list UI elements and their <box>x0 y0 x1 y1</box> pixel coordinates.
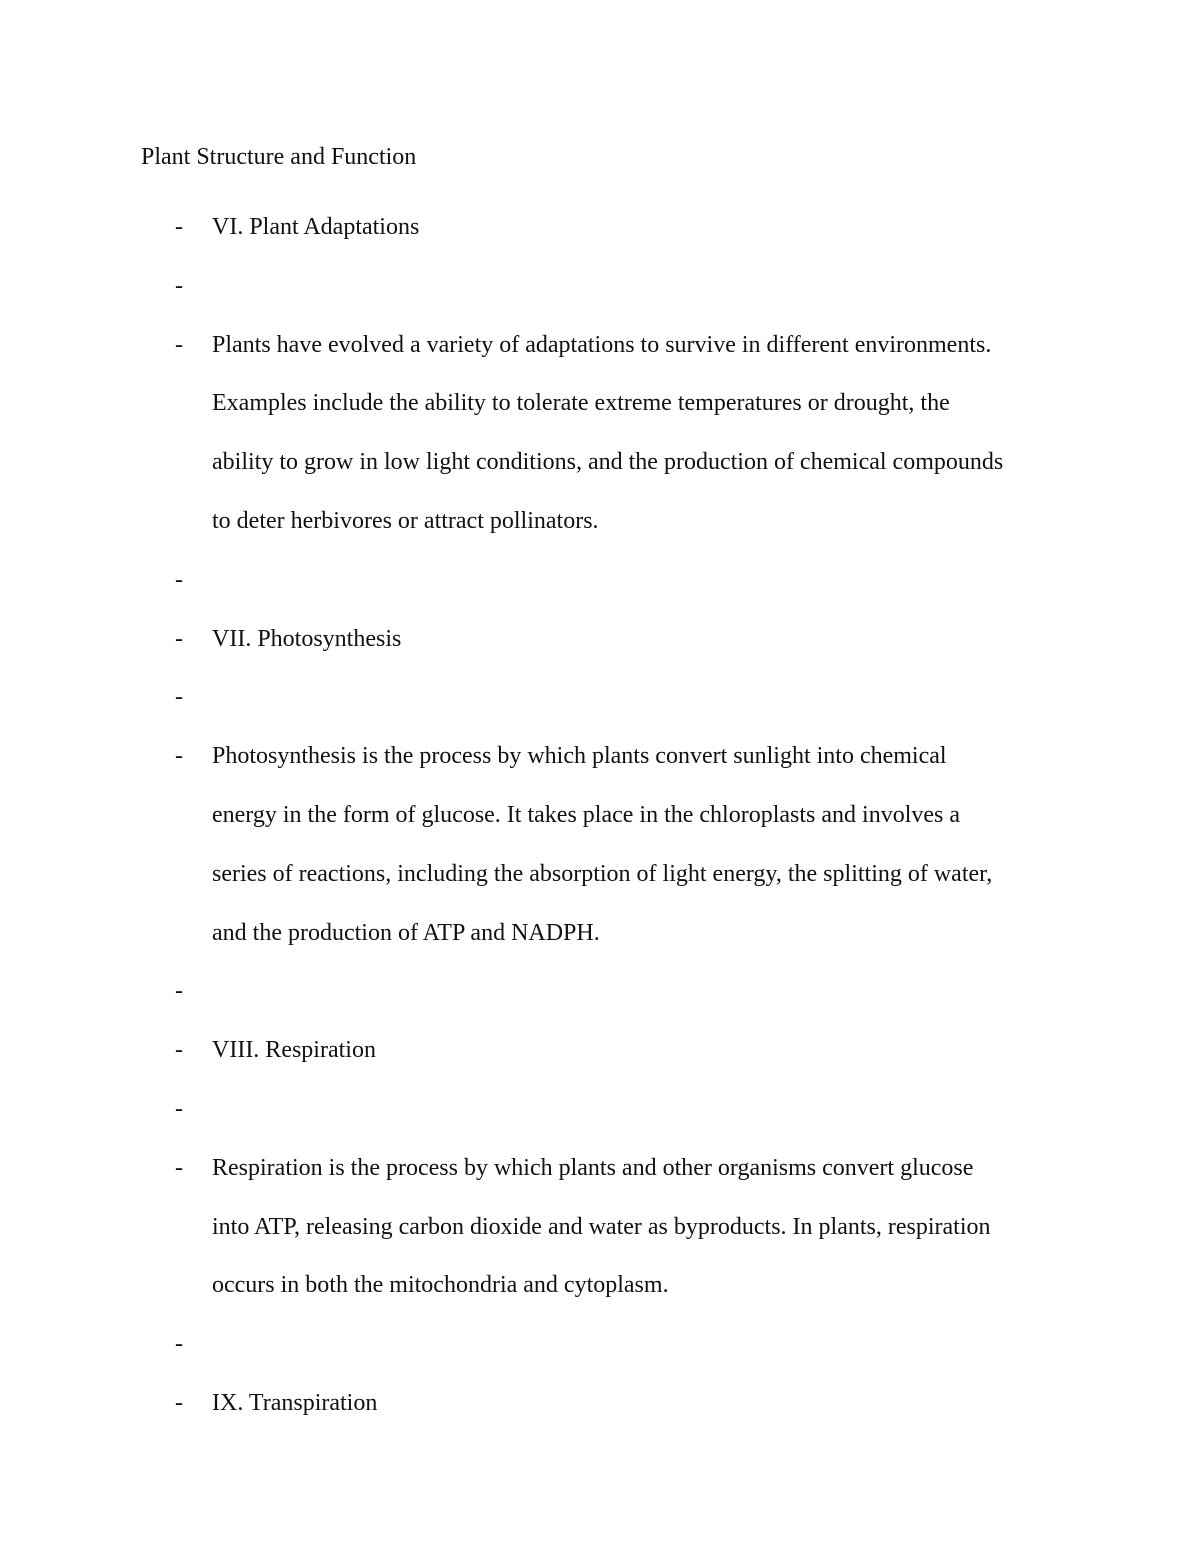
paragraph-line: occurs in both the mitochondria and cytoplasm. <box>212 1272 669 1299</box>
paragraph-line: Plants have evolved a variety of adaptations to survive in different environments. <box>212 331 992 358</box>
list-item <box>0 668 1200 727</box>
paragraph-text <box>212 1139 1062 1315</box>
paragraph-line: to deter herbivores or attract pollinators. <box>212 507 599 534</box>
list-item <box>0 727 1200 962</box>
list-item <box>0 962 1200 1021</box>
bullet-marker: - <box>175 272 183 299</box>
list-item <box>0 1139 1200 1315</box>
paragraph-line: energy in the form of glucose. It takes place in the chloroplasts and involves a <box>212 801 961 828</box>
bullet-marker: - <box>175 1037 183 1064</box>
list-item <box>0 316 1200 551</box>
list-item <box>0 1315 1200 1374</box>
bullet-marker: - <box>175 331 183 358</box>
bullet-marker: - <box>175 214 183 240</box>
bullet-marker: - <box>175 978 183 1005</box>
bullet-marker: - <box>175 684 183 711</box>
bullet-marker: - <box>175 743 183 770</box>
list-item <box>0 1021 1200 1080</box>
paragraph-line: and the production of ATP and NADPH. <box>212 919 600 946</box>
list-item <box>0 551 1200 610</box>
paragraph-text <box>212 727 1062 962</box>
section-heading: VI. Plant Adaptations <box>212 214 420 240</box>
document-title: Plant Structure and Function <box>141 144 417 170</box>
paragraph-line: Photosynthesis is the process by which plants convert sunlight into chemical <box>212 743 947 770</box>
bullet-list <box>0 198 1200 1433</box>
section-heading: VIII. Respiration <box>212 1037 376 1064</box>
bullet-marker: - <box>175 566 183 593</box>
list-item <box>0 257 1200 316</box>
bullet-marker: - <box>175 1389 183 1416</box>
paragraph-line: Examples include the ability to tolerate extreme temperatures or drought, the <box>212 390 950 417</box>
paragraph-line: into ATP, releasing carbon dioxide and water as byproducts. In plants, respiration <box>212 1213 991 1240</box>
paragraph-line: ability to grow in low light conditions, and the production of chemical compounds <box>212 449 1004 476</box>
list-item <box>0 1080 1200 1139</box>
bullet-marker: - <box>175 625 183 652</box>
bullet-marker: - <box>175 1095 183 1122</box>
bullet-marker: - <box>175 1154 183 1181</box>
list-item <box>0 1374 1200 1433</box>
paragraph-line: series of reactions, including the absorption of light energy, the splitting of water, <box>212 860 993 887</box>
list-item <box>0 610 1200 669</box>
list-item <box>0 198 1200 257</box>
bullet-marker: - <box>175 1331 183 1358</box>
section-heading: IX. Transpiration <box>212 1389 378 1416</box>
paragraph-text <box>212 316 1062 551</box>
section-heading: VII. Photosynthesis <box>212 625 402 652</box>
paragraph-line: Respiration is the process by which plants and other organisms convert glucose <box>212 1154 974 1181</box>
